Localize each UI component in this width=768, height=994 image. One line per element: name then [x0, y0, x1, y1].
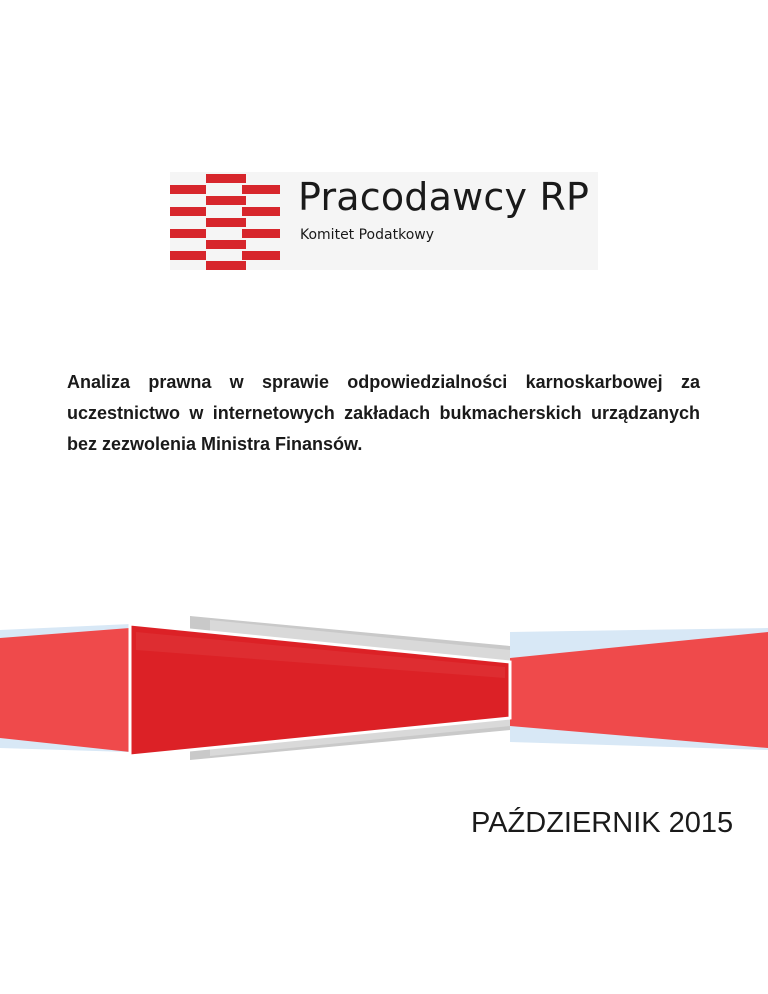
decorative-banner	[0, 610, 768, 770]
logo-subtitle: Komitet Podatkowy	[300, 227, 434, 243]
document-date: PAŹDZIERNIK 2015	[471, 807, 734, 839]
stripes-logo-mark	[170, 172, 280, 270]
document-title: Analiza prawna w sprawie odpowiedzialności karnoskarbowej za uczestnictwo w internetowych zakładach bukmacherskich urządzanych bez zezwolenia Ministra Finansów.	[67, 372, 700, 454]
logo-title: Pracodawcy RP	[298, 175, 590, 219]
organization-logo	[170, 172, 598, 270]
